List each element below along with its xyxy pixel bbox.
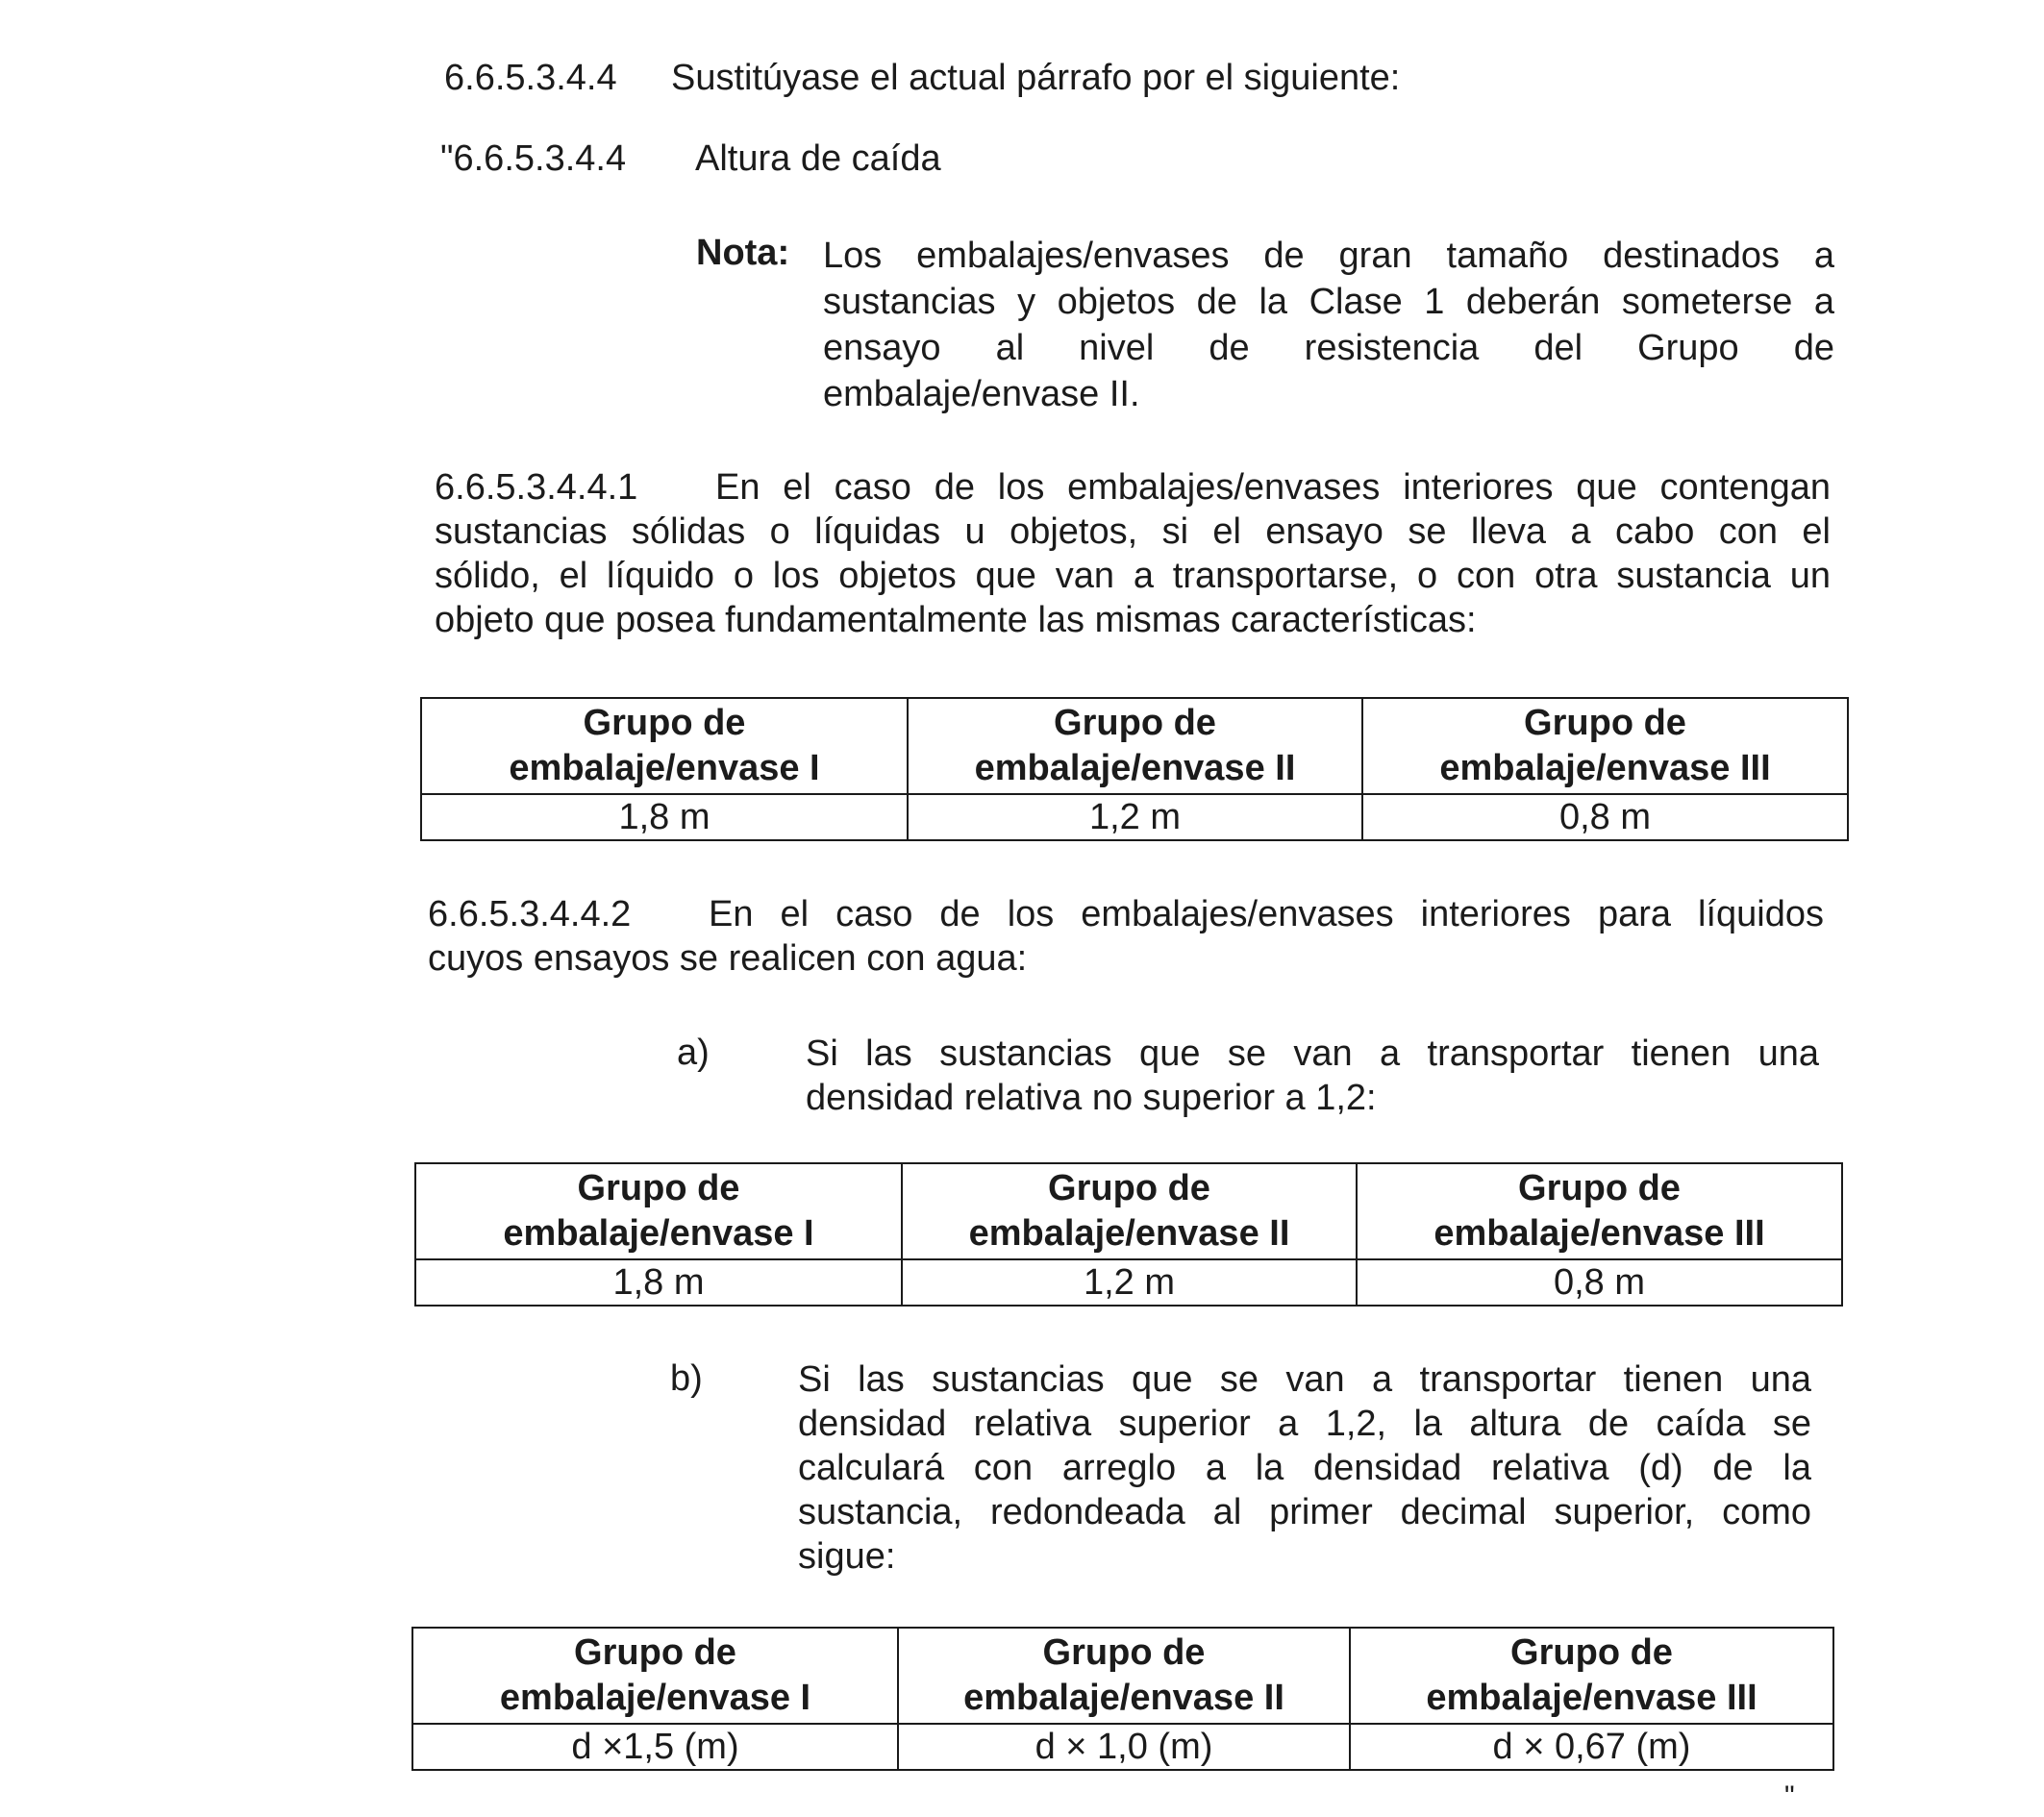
heading-title: Altura de caída: [695, 138, 941, 179]
para1-line: En el caso de los embalajes/envases interiores que contengan: [715, 467, 1831, 508]
column-header-group-i: Grupo de embalaje/envase I: [421, 698, 908, 794]
drop-height-table-solids: [420, 697, 1849, 841]
column-header-group-iii: Grupo de embalaje/envase III: [1362, 698, 1848, 794]
note-line: sustancias y objetos de la Clase 1 deberán someterse a: [823, 282, 1834, 322]
para1-number: 6.6.5.3.4.4.1: [435, 467, 638, 508]
column-header-group-i: Grupo de embalaje/envase I: [415, 1163, 902, 1259]
item-a-line: densidad relativa no superior a 1,2:: [806, 1078, 1377, 1118]
note-label: Nota:: [696, 233, 790, 273]
value-group-iii: 0,8 m: [1357, 1259, 1842, 1306]
item-b-line: densidad relativa superior a 1,2, la altura de caída se: [798, 1404, 1811, 1444]
section-heading: [440, 137, 941, 182]
value-group-ii: 1,2 m: [908, 794, 1362, 840]
value-group-ii: 1,2 m: [902, 1259, 1357, 1306]
note-line: embalaje/envase II.: [823, 374, 1140, 414]
value-group-iii: 0,8 m: [1362, 794, 1848, 840]
value-group-ii: d × 1,0 (m): [898, 1724, 1350, 1770]
table-row: [415, 1259, 1842, 1306]
para1-line: objeto que posea fundamentalmente las mismas características:: [435, 600, 1477, 640]
column-header-group-iii: Grupo de embalaje/envase III: [1357, 1163, 1842, 1259]
heading-number: "6.6.5.3.4.4: [440, 138, 627, 179]
paragraph-6-6-5-3-4-4-2: [428, 892, 1824, 981]
item-b-body: [798, 1357, 1811, 1579]
note-line: Los embalajes/envases de gran tamaño destinados a: [823, 236, 1834, 276]
item-b-line: sigue:: [798, 1536, 896, 1577]
table-header-row: [415, 1163, 1842, 1259]
item-b-marker: b): [670, 1358, 703, 1399]
column-header-group-ii: Grupo de embalaje/envase II: [908, 698, 1362, 794]
item-a-marker: a): [677, 1033, 710, 1073]
para2-line: cuyos ensayos se realicen con agua:: [428, 938, 1028, 979]
value-group-iii: d × 0,67 (m): [1350, 1724, 1833, 1770]
note-body: [823, 233, 1834, 417]
drop-height-table-liquids-low-density: [414, 1162, 1843, 1307]
intro-number: 6.6.5.3.4.4: [444, 58, 617, 98]
para2-first-line: [428, 892, 1824, 936]
column-header-group-ii: Grupo de embalaje/envase II: [898, 1628, 1350, 1724]
para1-line: sólido, el líquido o los objetos que van a transportarse, o con otra sustancia un: [435, 556, 1831, 596]
table-row: [412, 1724, 1833, 1770]
column-header-group-iii: Grupo de embalaje/envase III: [1350, 1628, 1833, 1724]
value-group-i: 1,8 m: [415, 1259, 902, 1306]
value-group-i: 1,8 m: [421, 794, 908, 840]
item-a-body: [806, 1032, 1819, 1120]
column-header-group-ii: Grupo de embalaje/envase II: [902, 1163, 1357, 1259]
para1-first-line: [435, 465, 1831, 510]
para1-line: sustancias sólidas o líquidas u objetos, si el ensayo se lleva a cabo con el: [435, 511, 1831, 552]
table-row: [421, 794, 1848, 840]
item-b-line: calculará con arreglo a la densidad relativa (d) de la: [798, 1448, 1811, 1488]
note-line: ensayo al nivel de resistencia del Grupo de: [823, 328, 1834, 368]
closing-quote: ": [1784, 1780, 1795, 1812]
item-a-line: Si las sustancias que se van a transportar tienen una: [806, 1033, 1819, 1074]
item-b-line: sustancia, redondeada al primer decimal superior, como: [798, 1492, 1811, 1532]
item-b-line: Si las sustancias que se van a transportar tienen una: [798, 1359, 1811, 1400]
table-header-row: [412, 1628, 1833, 1724]
paragraph-6-6-5-3-4-4-1: [435, 465, 1831, 642]
para2-line: En el caso de los embalajes/envases interiores para líquidos: [709, 894, 1824, 934]
para2-number: 6.6.5.3.4.4.2: [428, 894, 632, 934]
intro-line: [444, 56, 1400, 101]
column-header-group-i: Grupo de embalaje/envase I: [412, 1628, 898, 1724]
value-group-i: d ×1,5 (m): [412, 1724, 898, 1770]
table-header-row: [421, 698, 1848, 794]
intro-text: Sustitúyase el actual párrafo por el siguiente:: [671, 58, 1401, 98]
drop-height-table-liquids-high-density: [411, 1627, 1834, 1771]
